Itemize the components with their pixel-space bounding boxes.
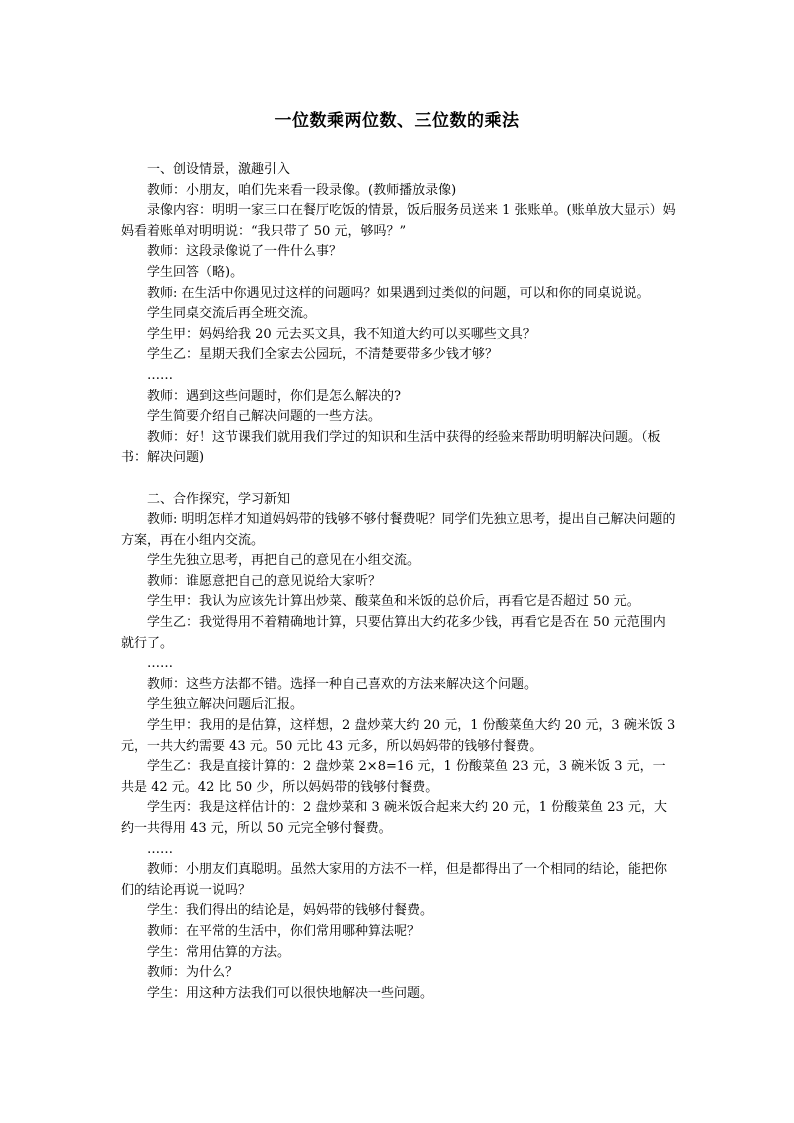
ellipsis: …… xyxy=(147,656,173,672)
ellipsis: …… xyxy=(147,367,173,383)
paragraph: 教师：为什么？ xyxy=(147,965,239,981)
section-heading-2: 二、合作探究，学习新知 xyxy=(147,491,291,507)
paragraph: 学生：常用估算的方法。 xyxy=(147,944,291,960)
paragraph: 教师：这些方法都不错。选择一种自己喜欢的方法来解决这个问题。 xyxy=(147,676,538,692)
paragraph: 学生独立解决问题后汇报。 xyxy=(147,697,304,713)
ellipsis: …… xyxy=(147,841,173,857)
paragraph: 教师：小朋友们真聪明。虽然大家用的方法不一样，但是都得出了一个相同的结论，能把你们的结论再说一说吗？ xyxy=(121,862,668,898)
paragraph: 学生乙：星期天我们全家去公园玩，不清楚要带多少钱才够？ xyxy=(147,347,499,363)
paragraph: 学生回答（略)。 xyxy=(147,264,244,280)
paragraph: 教师：在平常的生活中，你们常用哪种算法呢？ xyxy=(147,923,421,939)
paragraph: 学生丙：我是这样估计的：2 盘炒菜和 3 碗米饭合起来大约 20 元，1 份酸菜鱼 23 元，大约一共得用 43 元，所以 50 元完全够付餐费。 xyxy=(121,800,667,836)
paragraph: 教师：谁愿意把自己的意见说给大家听？ xyxy=(147,573,382,589)
document-title: 一位数乘两位数、三位数的乘法 xyxy=(274,111,520,131)
paragraph: 教师: 在生活中你遇见过这样的问题吗？如果遇到过类似的问题，可以和你的同桌说说。 xyxy=(147,285,650,301)
paragraph: 学生简要介绍自己解决问题的一些方法。 xyxy=(147,409,382,425)
paragraph: 学生：我们得出的结论是，妈妈带的钱够付餐费。 xyxy=(147,903,434,919)
paragraph: 学生先独立思考，再把自己的意见在小组交流。 xyxy=(147,553,421,569)
paragraph: 教师：好！这节课我们就用我们学过的知识和生活中获得的经验来帮助明明解决问题。（板书：解决问题) xyxy=(121,429,661,466)
paragraph: 学生同桌交流后再全班交流。 xyxy=(147,306,317,322)
paragraph: 学生甲：我用的是估算，这样想，2 盘炒菜大约 20 元，1 份酸菜鱼大约 20 元，3 碗米饭 3 元，一共大约需要 43 元。50 元比 43 元多，所以妈妈带的钱够付餐费。 xyxy=(121,718,676,754)
paragraph: 教师：这段录像说了一件什么事？ xyxy=(147,244,343,260)
document-body xyxy=(121,160,677,1004)
paragraph: 学生乙：我是直接计算的：2 盘炒菜 2×8=16 元，1 份酸菜鱼 23 元，3 碗米饭 3 元，一共是 42 元。42 比 50 少，所以妈妈带的钱够付餐费。 xyxy=(121,759,666,795)
paragraph: 学生甲：我认为应该先计算出炒菜、酸菜鱼和米饭的总价后，再看它是否超过 50 元。 xyxy=(147,594,640,610)
section-heading-1: 一、创设情景，激趣引入 xyxy=(147,162,291,177)
paragraph: 教师: 明明怎样才知道妈妈带的钱够不够付餐费呢？同学们先独立思考，提出自己解决问题的方案，再在小组内交流。 xyxy=(121,512,676,548)
paragraph: 学生：用这种方法我们可以很快地解决一些问题。 xyxy=(147,985,434,1001)
paragraph: 录像内容：明明一家三口在餐厅吃饭的情景，饭后服务员送来 1 张账单。(账单放大显示）妈妈看着账单对明明说：“我只带了 50 元，够吗？” xyxy=(121,203,676,239)
paragraph: 教师：小朋友，咱们先来看一段录像。(教师播放录像) xyxy=(147,182,457,198)
paragraph: 学生乙：我觉得用不着精确地计算，只要估算出大约花多少钱，再看它是否在 50 元范围内就行了。 xyxy=(121,615,666,651)
paragraph: 教师：遇到这些问题时，你们是怎么解决的? xyxy=(147,388,401,404)
paragraph: 学生甲：妈妈给我 20 元去买文具，我不知道大约可以买哪些文具？ xyxy=(147,326,536,342)
